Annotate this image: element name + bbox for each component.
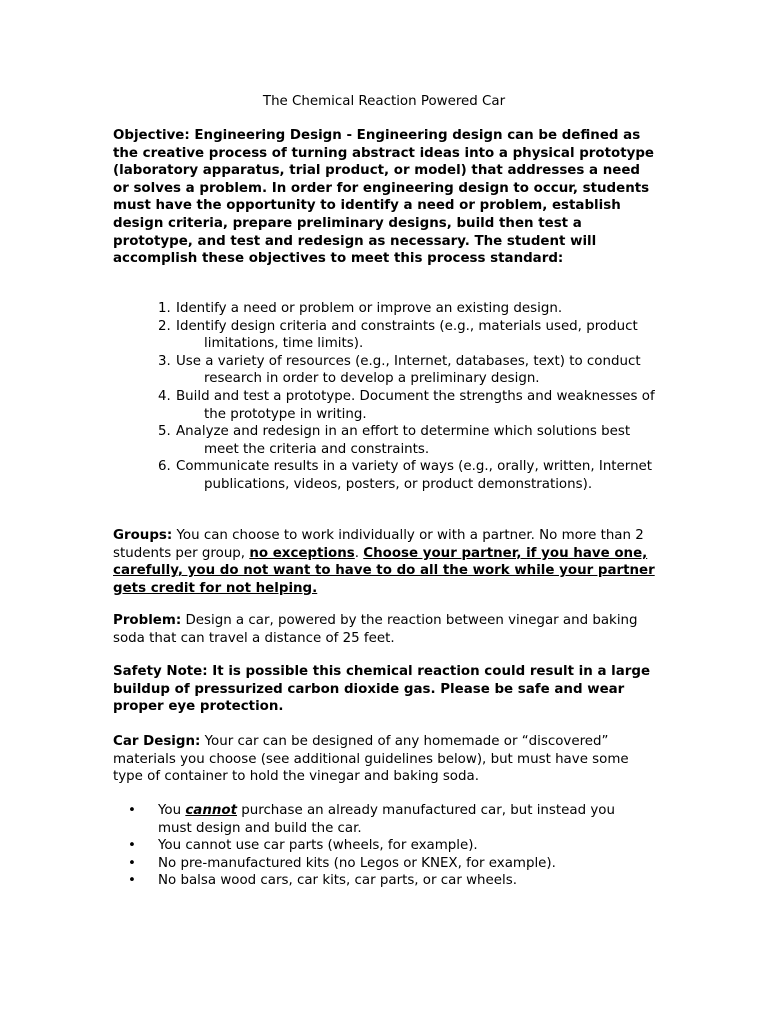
car-design-text: Your car can be designed of any homemade or “discovered” materials you choose (see additional guidelines below), but must have some type of container to hold the vinegar and baking soda. — [113, 734, 629, 785]
list-item — [158, 300, 658, 318]
no-exceptions-text: no exceptions — [249, 545, 355, 561]
list-number: 5. — [158, 424, 171, 440]
groups-separator: . — [354, 545, 364, 561]
problem-text: Design a car, powered by the reaction between vinegar and baking soda that can travel a distance of 25 feet. — [113, 613, 638, 646]
list-number: 2. — [158, 318, 171, 334]
document-title: The Chemical Reaction Powered Car — [262, 94, 506, 109]
safety-note-paragraph: Safety Note: It is possible this chemical reaction could result in a large buildup of pressurized carbon dioxide gas. Please be safe and wear proper eye protection. — [113, 664, 651, 715]
list-text: Use a variety of resources (e.g., Internet, databases, text) to conduct research in order to develop a preliminary design. — [176, 353, 641, 387]
list-text: No pre-manufactured kits (no Legos or KNEX, for example). — [158, 855, 556, 871]
list-number: 4. — [158, 388, 171, 404]
objectives-list — [158, 300, 658, 494]
bullet-marker: • — [128, 855, 136, 871]
list-text: Analyze and redesign in an effort to determine which solutions best meet the criteria and constraints. — [176, 424, 631, 457]
problem-paragraph — [113, 612, 659, 647]
list-number: 3. — [158, 353, 171, 369]
list-number: 1. — [158, 301, 171, 316]
list-item — [128, 855, 648, 873]
list-item — [128, 802, 648, 837]
list-item — [158, 423, 658, 458]
partner-warning: Choose your partner, if you have one, carefully, you do not want to have to do all the work while your partner gets credit for not helping. — [113, 545, 655, 596]
list-text — [158, 802, 648, 837]
bullet-marker: • — [128, 803, 136, 818]
guidelines-list — [128, 802, 648, 890]
list-item — [158, 353, 658, 388]
bullet-marker: • — [128, 873, 136, 889]
objective-paragraph: Objective: Engineering Design - Engineering design can be defined as the creative process of turning abstract ideas into a physical prototype (laboratory apparatus, trial product, or model) that addresses a need or solves a problem. In order for engineering design to occur, students must have the opportunity to identify a need or problem, establish design criteria, prepare preliminary designs, build then test a prototype, and test and redesign as necessary. The student will accomplish these objectives to meet this process standard: — [113, 128, 654, 267]
problem-label: Problem: — [113, 613, 182, 628]
list-item — [128, 837, 648, 855]
list-item — [158, 458, 658, 493]
groups-label: Groups: — [113, 528, 173, 543]
list-text: No balsa wood cars, car kits, car parts, or car wheels. — [158, 873, 517, 889]
list-text: Build and test a prototype. Document the strengths and weaknesses of the prototype in writing. — [176, 388, 655, 422]
list-text: Identify design criteria and constraints (e.g., materials used, product limitations, time limits). — [176, 318, 638, 352]
bullet-marker: • — [128, 838, 136, 854]
bullet-text-end: purchase an already manufactured car, but instead you must design and build the car. — [158, 803, 615, 836]
list-item — [158, 318, 658, 353]
list-text: Communicate results in a variety of ways (e.g., orally, written, Internet publications, videos, posters, or product demonstrations). — [176, 459, 653, 492]
list-number: 6. — [158, 459, 171, 475]
car-design-paragraph — [113, 733, 659, 786]
cannot-emphasis: cannot — [185, 803, 237, 818]
car-design-label: Car Design: — [113, 734, 201, 749]
list-item — [158, 388, 658, 423]
list-item — [128, 872, 648, 890]
list-text: Identify a need or problem or improve an existing design. — [176, 301, 563, 316]
bullet-text-start: You — [158, 803, 186, 818]
groups-text: You can choose to work individually or with a partner. No more than 2 students per group, — [113, 528, 644, 561]
groups-paragraph — [113, 527, 659, 597]
list-text: You cannot use car parts (wheels, for example). — [158, 838, 478, 854]
